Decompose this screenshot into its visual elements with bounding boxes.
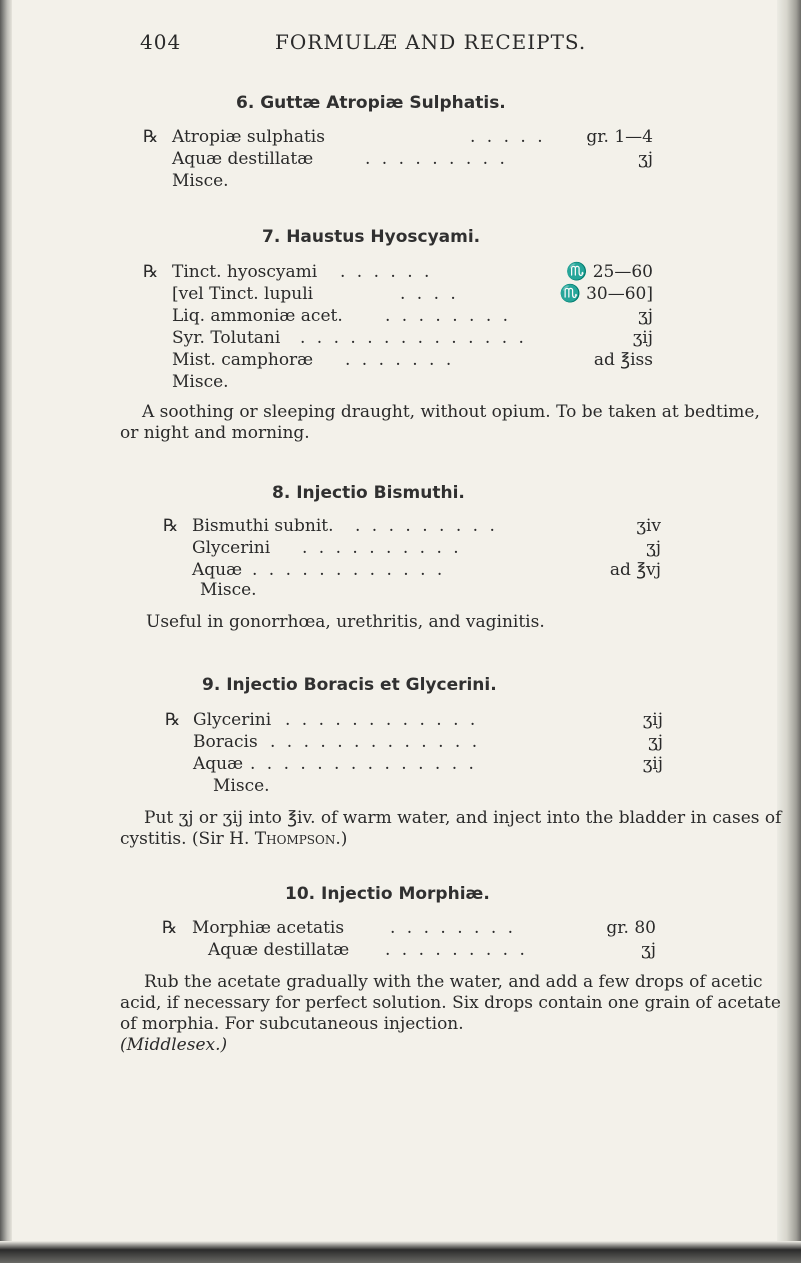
ingredient-name: Aquæ <box>192 560 243 580</box>
leader-dots: . . . . . . . . . . . . <box>252 560 446 580</box>
ingredient-name: Syr. Tolutani <box>172 328 281 348</box>
ingredient-dose: ʒj <box>646 538 661 558</box>
page-right-edge <box>777 0 801 1263</box>
ingredient-name: Atropiæ sulphatis <box>172 127 325 147</box>
ingredient-name: Mist. camphoræ <box>172 350 314 370</box>
note-text: Put ʒj or ʒij into ℥iv. of warm water, and inject into the bladder in cases of cystitis. (Sir H. <box>120 808 782 849</box>
ingredient-dose: ad ℥vj <box>609 560 661 580</box>
ingredient-dose: ʒij <box>632 328 653 348</box>
leader-dots: . . . . . . <box>340 262 433 282</box>
section-title: 8. Injectio Bismuthi. <box>272 483 465 503</box>
leader-dots: . . . . . . . . . <box>365 149 508 169</box>
ingredient-name: Glycerini <box>193 710 272 730</box>
leader-dots: . . . . . . . . . . <box>302 538 462 558</box>
leader-dots: . . . . . . . <box>345 350 455 370</box>
recipe-symbol: ℞ <box>162 918 178 938</box>
misce-label: Misce. <box>172 372 229 392</box>
ingredient-dose: ʒj <box>638 306 653 326</box>
ingredient-name: Aquæ <box>193 754 244 774</box>
recipe-source: (Middlesex.) <box>120 1035 228 1055</box>
ingredient-dose: ʒj <box>638 149 653 169</box>
page-number: 404 <box>140 30 182 54</box>
misce-label: Misce. <box>213 776 270 796</box>
section-title: 9. Injectio Boracis et Glycerini. <box>202 675 497 695</box>
leader-dots: . . . . . . . . <box>385 306 512 326</box>
ingredient-name: Glycerini <box>192 538 271 558</box>
recipe-symbol: ℞ <box>165 710 181 730</box>
recipe-symbol: ℞ <box>163 516 179 536</box>
ingredient-dose: ♏ 30—60] <box>559 284 653 304</box>
ingredient-name: [vel Tinct. lupuli <box>172 284 314 304</box>
ingredient-name: Aquæ destillatæ <box>208 940 350 960</box>
recipe-note: A soothing or sleeping draught, without opium. To be taken at bedtime, or night and morning. <box>120 402 760 443</box>
ingredient-dose: ♏ 25—60 <box>566 262 653 282</box>
leader-dots: . . . . . . . . <box>390 918 517 938</box>
note-text-end: .) <box>335 829 348 849</box>
ingredient-dose: ʒj <box>648 732 663 752</box>
running-title: FORMULÆ AND RECEIPTS. <box>275 30 587 54</box>
ingredient-name: Morphiæ acetatis <box>192 918 345 938</box>
leader-dots: . . . . . . . . . . . . . . <box>250 754 477 774</box>
leader-dots: . . . . . . . . . . . . . <box>270 732 481 752</box>
ingredient-dose: ʒiv <box>636 516 661 536</box>
leader-dots: . . . . <box>400 284 459 304</box>
recipe-symbol: ℞ <box>143 127 159 147</box>
recipe-note <box>120 808 790 850</box>
leader-dots: . . . . . . . . . <box>355 516 498 536</box>
note-author: Thompson <box>254 829 336 849</box>
page-bottom-edge <box>0 1241 801 1263</box>
ingredient-dose: ʒj <box>641 940 656 960</box>
ingredient-dose: ʒij <box>642 710 663 730</box>
ingredient-name: Boracis <box>193 732 258 752</box>
leader-dots: . . . . . <box>470 127 546 147</box>
misce-label: Misce. <box>172 171 229 191</box>
recipe-symbol: ℞ <box>143 262 159 282</box>
ingredient-name: Aquæ destillatæ <box>172 149 314 169</box>
recipe-note: Rub the acetate gradually with the water, and add a few drops of acetic acid, if necessary for perfect solution. Six drops contain one grain of acetate of morphia. For subcutaneous injection. <box>120 972 781 1034</box>
page-left-shadow <box>0 0 12 1263</box>
ingredient-dose: ʒij <box>642 754 663 774</box>
leader-dots: . . . . . . . . . . . . <box>285 710 479 730</box>
misce-label: Misce. <box>200 580 257 600</box>
ingredient-dose: gr. 1—4 <box>586 127 653 147</box>
section-title: 6. Guttæ Atropiæ Sulphatis. <box>236 93 506 113</box>
section-title: 10. Injectio Morphiæ. <box>285 884 490 904</box>
recipe-note: Useful in gonorrhœa, urethritis, and vaginitis. <box>146 612 545 632</box>
ingredient-dose: ad ℥iss <box>593 350 653 370</box>
ingredient-name: Tinct. hyoscyami <box>172 262 318 282</box>
leader-dots: . . . . . . . . . <box>385 940 528 960</box>
ingredient-name: Liq. ammoniæ acet. <box>172 306 343 326</box>
ingredient-name: Bismuthi subnit. <box>192 516 334 536</box>
ingredient-dose: gr. 80 <box>606 918 656 938</box>
section-title: 7. Haustus Hyoscyami. <box>262 227 481 247</box>
leader-dots: . . . . . . . . . . . . . . <box>300 328 527 348</box>
